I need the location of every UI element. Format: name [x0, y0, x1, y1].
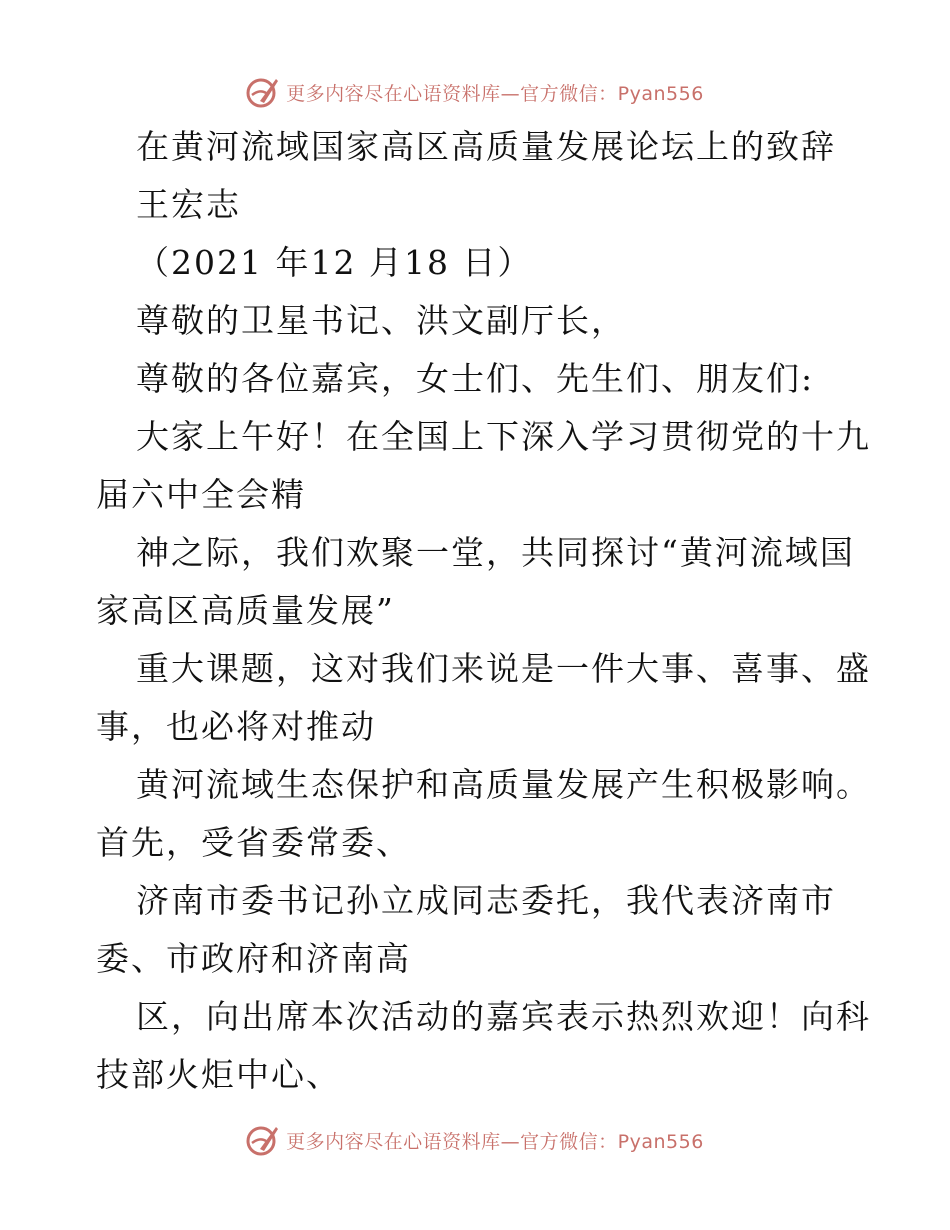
text-line: （2021 年12 月18 日）: [136, 243, 533, 282]
text-line: 在黄河流域国家高区高质量发展论坛上的致辞: [136, 127, 836, 166]
text-line: 王宏志: [136, 185, 241, 224]
watermark-text: 更多内容尽在心语资料库—官方微信：Pyan556: [286, 82, 704, 105]
quill-logo-icon: [246, 75, 280, 109]
text-line: 神之际，我们欢聚一堂，共同探讨“黄河流域国: [136, 533, 855, 572]
text-line: 委、市政府和济南高: [96, 939, 411, 978]
text-line: 尊敬的卫星书记、洪文副厅长，: [136, 301, 626, 340]
quill-logo-icon: [246, 1123, 280, 1157]
text-line: 技部火炬中心、: [96, 1055, 341, 1094]
text-line: 黄河流域生态保护和高质量发展产生积极影响。: [136, 765, 871, 804]
text-line: 届六中全会精: [96, 475, 306, 514]
text-line: 大家上午好！在全国上下深入学习贯彻党的十九: [136, 417, 871, 456]
watermark-text: 更多内容尽在心语资料库—官方微信：Pyan556: [286, 1130, 704, 1153]
text-line: 重大课题，这对我们来说是一件大事、喜事、盛: [136, 649, 871, 688]
footer-watermark: [0, 1120, 950, 1160]
text-line: 事，也必将对推动: [96, 707, 376, 746]
document-body: [96, 118, 871, 1104]
text-line: 首先，受省委常委、: [96, 823, 411, 862]
header-watermark: [0, 72, 950, 112]
text-line: 尊敬的各位嘉宾，女士们、先生们、朋友们:: [136, 359, 815, 398]
text-line: 济南市委书记孙立成同志委托，我代表济南市: [136, 881, 836, 920]
text-line: 家高区高质量发展”: [96, 591, 395, 630]
text-line: 区，向出席本次活动的嘉宾表示热烈欢迎！向科: [136, 997, 871, 1036]
